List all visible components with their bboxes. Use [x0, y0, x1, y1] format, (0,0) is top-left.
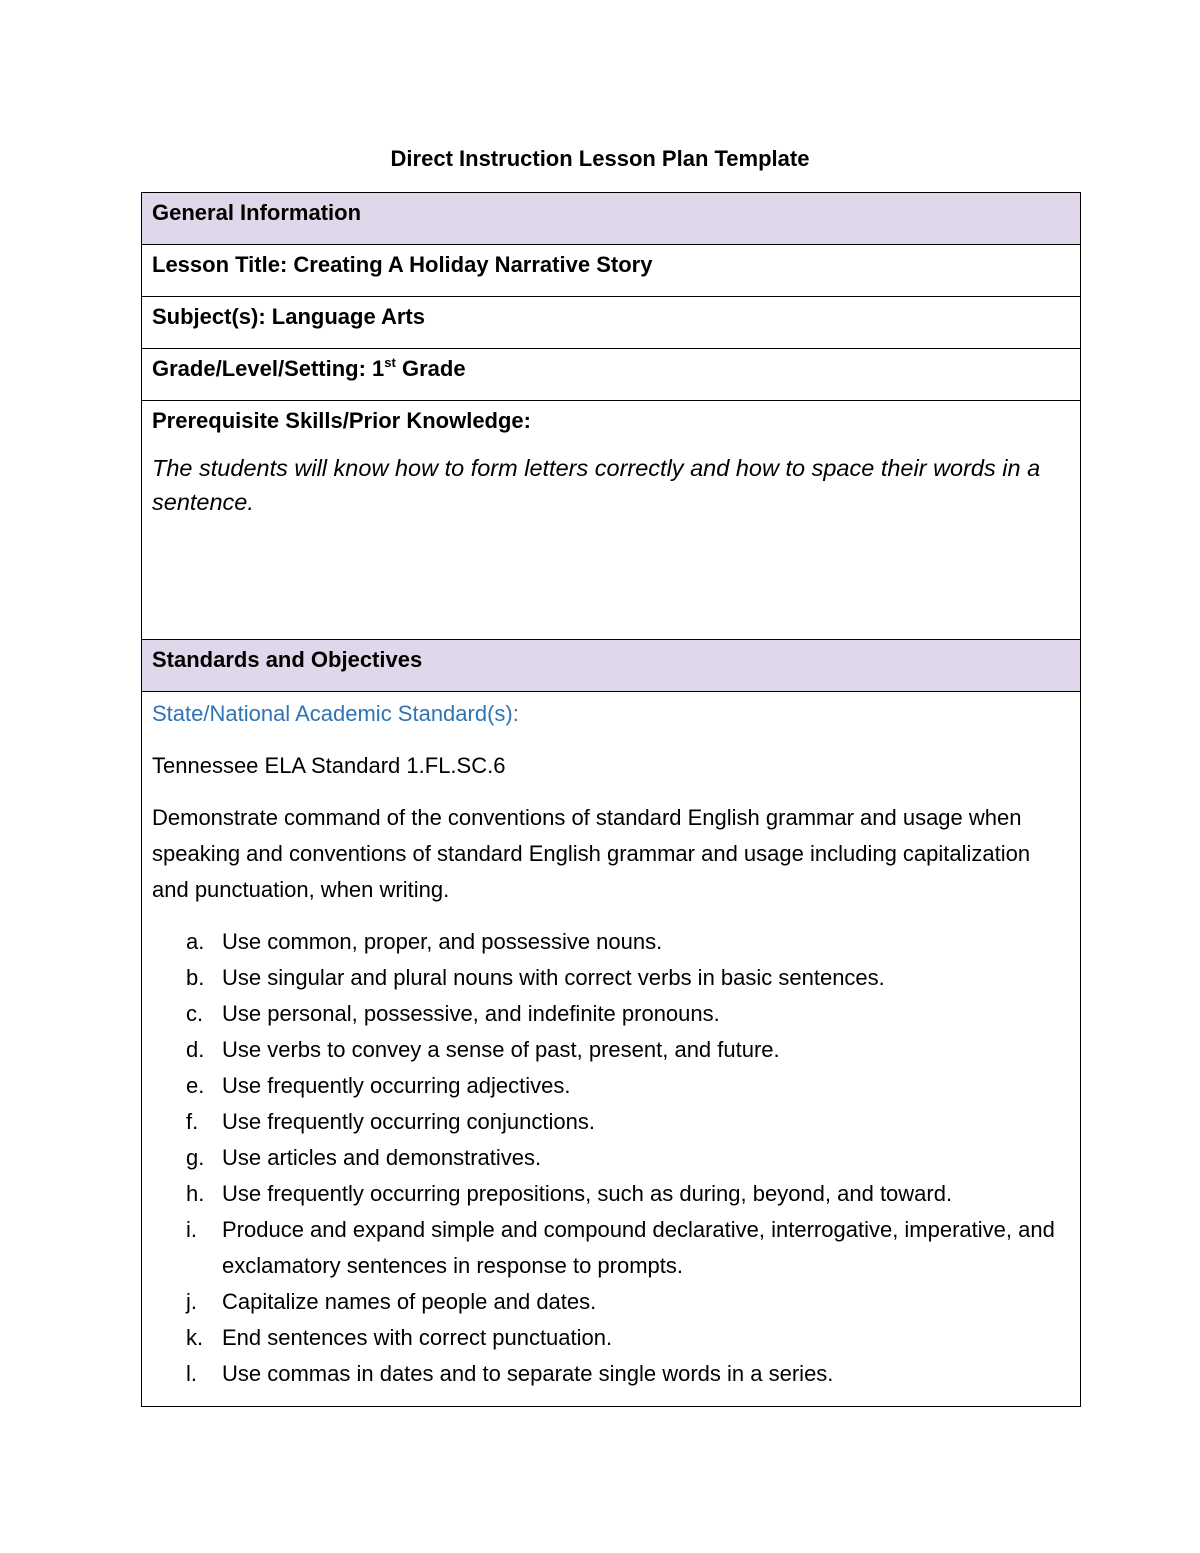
- list-item: [152, 1176, 1070, 1212]
- list-item-text: Use frequently occurring prepositions, such as during, beyond, and toward.: [222, 1181, 953, 1206]
- list-item: [152, 1284, 1070, 1320]
- standards-row: [142, 692, 1080, 1406]
- grade-level-label: Grade/Level/Setting: 1: [152, 356, 385, 381]
- list-item-text: Use articles and demonstratives.: [222, 1145, 542, 1170]
- standard-heading: State/National Academic Standard(s):: [152, 701, 519, 726]
- list-item-text: Produce and expand simple and compound declarative, interrogative, imperative, and exclamatory sentences in response to prompts.: [222, 1217, 1055, 1278]
- subjects-row: [142, 297, 1080, 349]
- grade-ordinal-suffix: st: [384, 355, 396, 370]
- list-item-text: Use verbs to convey a sense of past, present, and future.: [222, 1037, 780, 1062]
- standards-objectives-heading: Standards and Objectives: [152, 647, 423, 672]
- list-item-text: Use frequently occurring adjectives.: [222, 1073, 571, 1098]
- list-item: [152, 1104, 1070, 1140]
- list-item-text: Use singular and plural nouns with correct verbs in basic sentences.: [222, 965, 885, 990]
- list-item-marker: h.: [186, 1181, 205, 1206]
- general-information-header: [142, 193, 1080, 245]
- lesson-title-row: [142, 245, 1080, 297]
- list-item: [152, 1032, 1070, 1068]
- list-item-marker: g.: [186, 1145, 205, 1170]
- prerequisite-skills-label: Prerequisite Skills/Prior Knowledge:: [152, 408, 531, 433]
- standard-items-list: [152, 924, 1070, 1392]
- list-item-marker: i.: [186, 1217, 197, 1242]
- list-item-marker: k.: [186, 1325, 204, 1350]
- list-item-text: Use personal, possessive, and indefinite pronouns.: [222, 1001, 720, 1026]
- list-item-text: End sentences with correct punctuation.: [222, 1325, 613, 1350]
- list-item-marker: l.: [186, 1361, 197, 1386]
- list-item-marker: f.: [186, 1109, 199, 1134]
- lesson-plan-table: [141, 192, 1081, 1407]
- list-item: [152, 1140, 1070, 1176]
- list-item: [152, 1068, 1070, 1104]
- list-item-marker: b.: [186, 965, 205, 990]
- list-item-text: Use frequently occurring conjunctions.: [222, 1109, 595, 1134]
- prerequisite-skills-text: The students will know how to form letters correctly and how to space their words in a sentence.: [152, 455, 1041, 515]
- list-item-marker: d.: [186, 1037, 205, 1062]
- grade-level-row: [142, 349, 1080, 401]
- list-item-text: Use common, proper, and possessive nouns.: [222, 929, 663, 954]
- list-item-marker: a.: [186, 929, 205, 954]
- list-item: [152, 1320, 1070, 1356]
- standard-description: Demonstrate command of the conventions of standard English grammar and usage when speaking and conventions of standard English grammar and usage including capitalization and punctuation, when writing.: [152, 805, 1031, 902]
- lesson-title: Lesson Title: Creating A Holiday Narrative Story: [152, 252, 653, 277]
- list-item-marker: e.: [186, 1073, 205, 1098]
- list-item-marker: c.: [186, 1001, 204, 1026]
- document-title: Direct Instruction Lesson Plan Template: [390, 146, 810, 171]
- prerequisite-skills-row: [142, 401, 1080, 640]
- list-item: [152, 1356, 1070, 1392]
- subjects: Subject(s): Language Arts: [152, 304, 425, 329]
- standards-objectives-header: [142, 640, 1080, 692]
- general-information-heading: General Information: [152, 200, 362, 225]
- grade-level-suffix: Grade: [395, 356, 466, 381]
- list-item-text: Capitalize names of people and dates.: [222, 1289, 597, 1314]
- list-item: [152, 960, 1070, 996]
- list-item: [152, 924, 1070, 960]
- standard-code: Tennessee ELA Standard 1.FL.SC.6: [152, 753, 506, 778]
- list-item: [152, 996, 1070, 1032]
- list-item: [152, 1212, 1070, 1284]
- list-item-text: Use commas in dates and to separate single words in a series.: [222, 1361, 834, 1386]
- list-item-marker: j.: [186, 1289, 197, 1314]
